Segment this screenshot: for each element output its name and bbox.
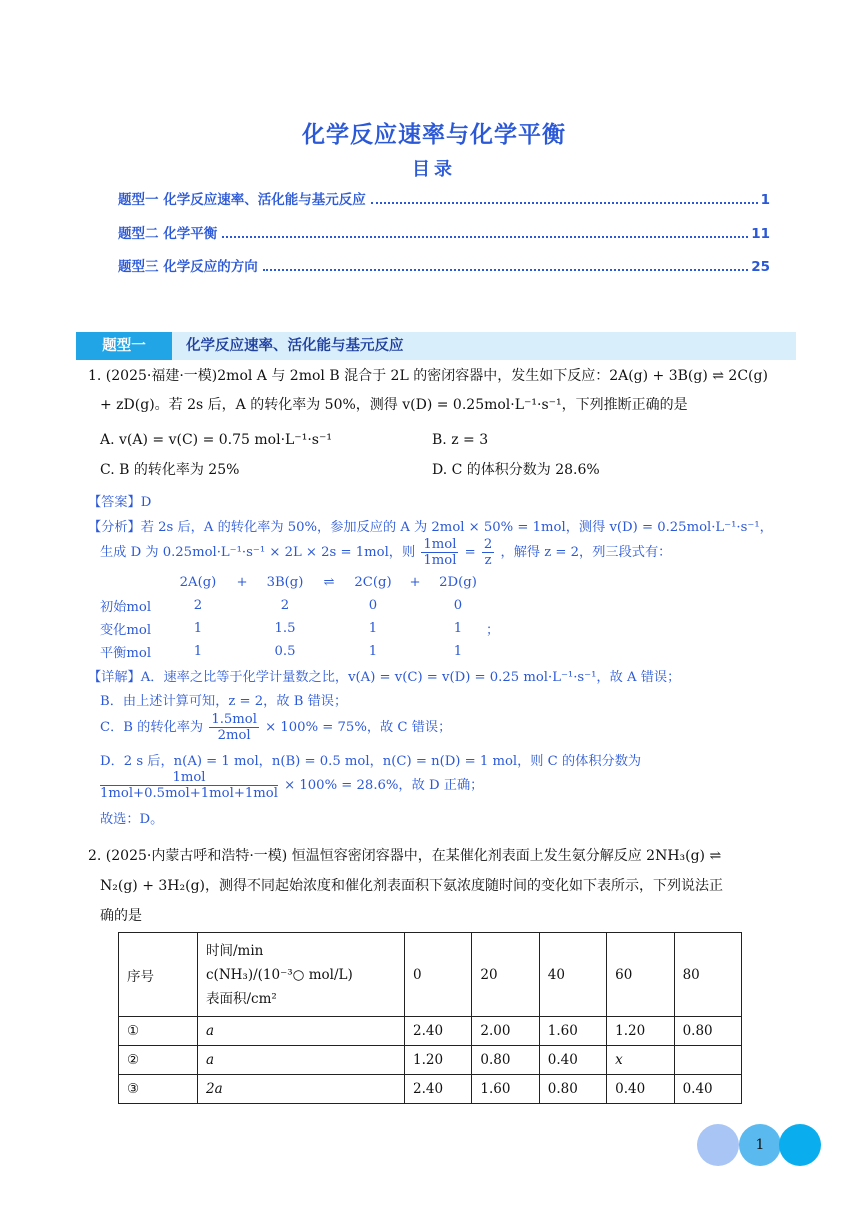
calc-row: 变化mol 1 1.5 1 1 ； (100, 621, 500, 638)
ammonia-data-table (118, 932, 742, 1104)
table-row: ① a 2.40 2.00 1.60 1.20 0.80 (119, 1017, 742, 1046)
fraction: $\frac{\text{1mol}}{\text{1mol}}$ (423, 537, 457, 568)
header-cell: 40 (539, 933, 606, 1017)
header-cell: 20 (472, 933, 539, 1017)
section-title: 化学反应速率、活化能与基元反应 (186, 338, 404, 354)
section-header-bar (76, 332, 796, 360)
q1-detail-d-cont (98, 770, 483, 801)
header-cell: 80 (674, 933, 741, 1017)
toc-heading: 目录 (412, 159, 456, 180)
toc-item-3[interactable] (118, 255, 770, 275)
header-cell: 60 (607, 933, 674, 1017)
toc-leader (263, 268, 749, 271)
toc-item-page: 1 (760, 192, 770, 208)
q1-option-c: C. B 的转化率为 25% (100, 462, 240, 478)
analysis-text: ，解得 z = 2，列三段式有： (500, 545, 672, 560)
q1-detail-d: D．2 s 后，n(A) = 1 mol，n(B) = 0.5 mol，n(C) = n(D) = 1 mol，则 C 的体积分数为 (100, 754, 642, 769)
calc-row: 初始mol 2 2 0 0 (100, 598, 463, 615)
toc-item-1[interactable] (118, 188, 770, 208)
q1-detail-c (100, 712, 451, 743)
detail-text: C．B 的转化率为 (100, 720, 204, 735)
toc-item-page: 11 (751, 226, 770, 242)
q1-stem-line2: + zD(g)。若 2s 后，A 的转化率为 50%，测得 v(D) = 0.25mol·L⁻¹·s⁻¹，下列推断正确的是 (100, 397, 688, 413)
q2-stem-line1: 2. (2025·内蒙古呼和浩特·一模) 恒温恒容密闭容器中，在某催化剂表面上发生氨分解反应 2NH₃(g) ⇌ (88, 848, 722, 864)
q2-stem-line3: 确的是 (100, 908, 142, 924)
calc-row: 平衡mol 1 0.5 1 1 (100, 644, 463, 661)
detail-text: × 100% = 75%，故 C 错误； (265, 720, 452, 735)
page-deco-circle (697, 1124, 739, 1166)
toc-item-2[interactable] (118, 222, 770, 242)
header-cell: 时间/min c(NH₃)/(10⁻³○ mol/L) 表面积/cm² (198, 933, 405, 1017)
calc-header-row: 2A(g) + 3B(g) ⇌ 2C(g) + 2D(g) (179, 575, 477, 590)
header-cell: 序号 (119, 933, 198, 1017)
detail-text: × 100% = 28.6%，故 D 正确； (284, 778, 484, 793)
q1-analysis-line1: 【分析】若 2s 后，A 的转化率为 50%，参加反应的 A 为 2mol × 50% = 1mol，测得 v(D) = 0.25mol·L⁻¹·s⁻¹， (88, 520, 773, 535)
section-tag: 题型一 (76, 332, 172, 360)
toc-item-page: 25 (751, 259, 770, 275)
q2-stem-line2: N₂(g) + 3H₂(g)，测得不同起始浓度和催化剂表面积下氨浓度随时间的变化如下表所示，下列说法正 (100, 878, 723, 894)
q1-option-d: D. C 的体积分数为 28.6% (432, 462, 600, 478)
header-cell: 0 (405, 933, 472, 1017)
page-number: 1 (739, 1124, 781, 1166)
q1-analysis-line2 (100, 537, 671, 568)
toc-item-label: 题型一 化学反应速率、活化能与基元反应 (118, 192, 366, 208)
fraction: $\frac{\text{1mol}}{\text{1mol+0.5mol+1mol+1mol}}$ (100, 770, 278, 801)
page-deco-circle (779, 1124, 821, 1166)
q1-option-b: B. z = 3 (432, 432, 489, 448)
fraction: $\frac{\text{1.5mol}}{\text{2mol}}$ (211, 712, 257, 743)
q1-choose: 故选：D。 (100, 812, 164, 827)
three-stage-table (100, 571, 506, 663)
document-title: 化学反应速率与化学平衡 (302, 122, 566, 148)
toc-item-label: 题型三 化学反应的方向 (118, 259, 258, 275)
fraction: $\frac{2}{z}$ (483, 537, 493, 568)
table-header-row (119, 933, 742, 1017)
q1-detail-b: B．由上述计算可知，z = 2，故 B 错误； (100, 694, 348, 709)
analysis-text: 生成 D 为 0.25mol·L⁻¹·s⁻¹ × 2L × 2s = 1mol，则 (100, 545, 416, 560)
table-row: ② a 1.20 0.80 0.40 x (119, 1046, 742, 1075)
q1-option-a: A. v(A) = v(C) = 0.75 mol·L⁻¹·s⁻¹ (100, 432, 332, 448)
equals-sign: = (464, 545, 476, 560)
q1-stem-line1: 1. (2025·福建·一模)2mol A 与 2mol B 混合于 2L 的密闭容器中，发生如下反应：2A(g) + 3B(g) ⇌ 2C(g) (88, 368, 768, 384)
q1-answer: 【答案】D (88, 495, 152, 510)
toc-leader (371, 201, 758, 204)
table-row: ③ 2a 2.40 1.60 0.80 0.40 0.40 (119, 1075, 742, 1104)
q1-detail-a: 【详解】A．速率之比等于化学计量数之比，v(A) = v(C) = v(D) = 0.25 mol·L⁻¹·s⁻¹，故 A 错误； (88, 670, 681, 685)
toc-item-label: 题型二 化学平衡 (118, 226, 218, 242)
toc-leader (222, 235, 748, 238)
